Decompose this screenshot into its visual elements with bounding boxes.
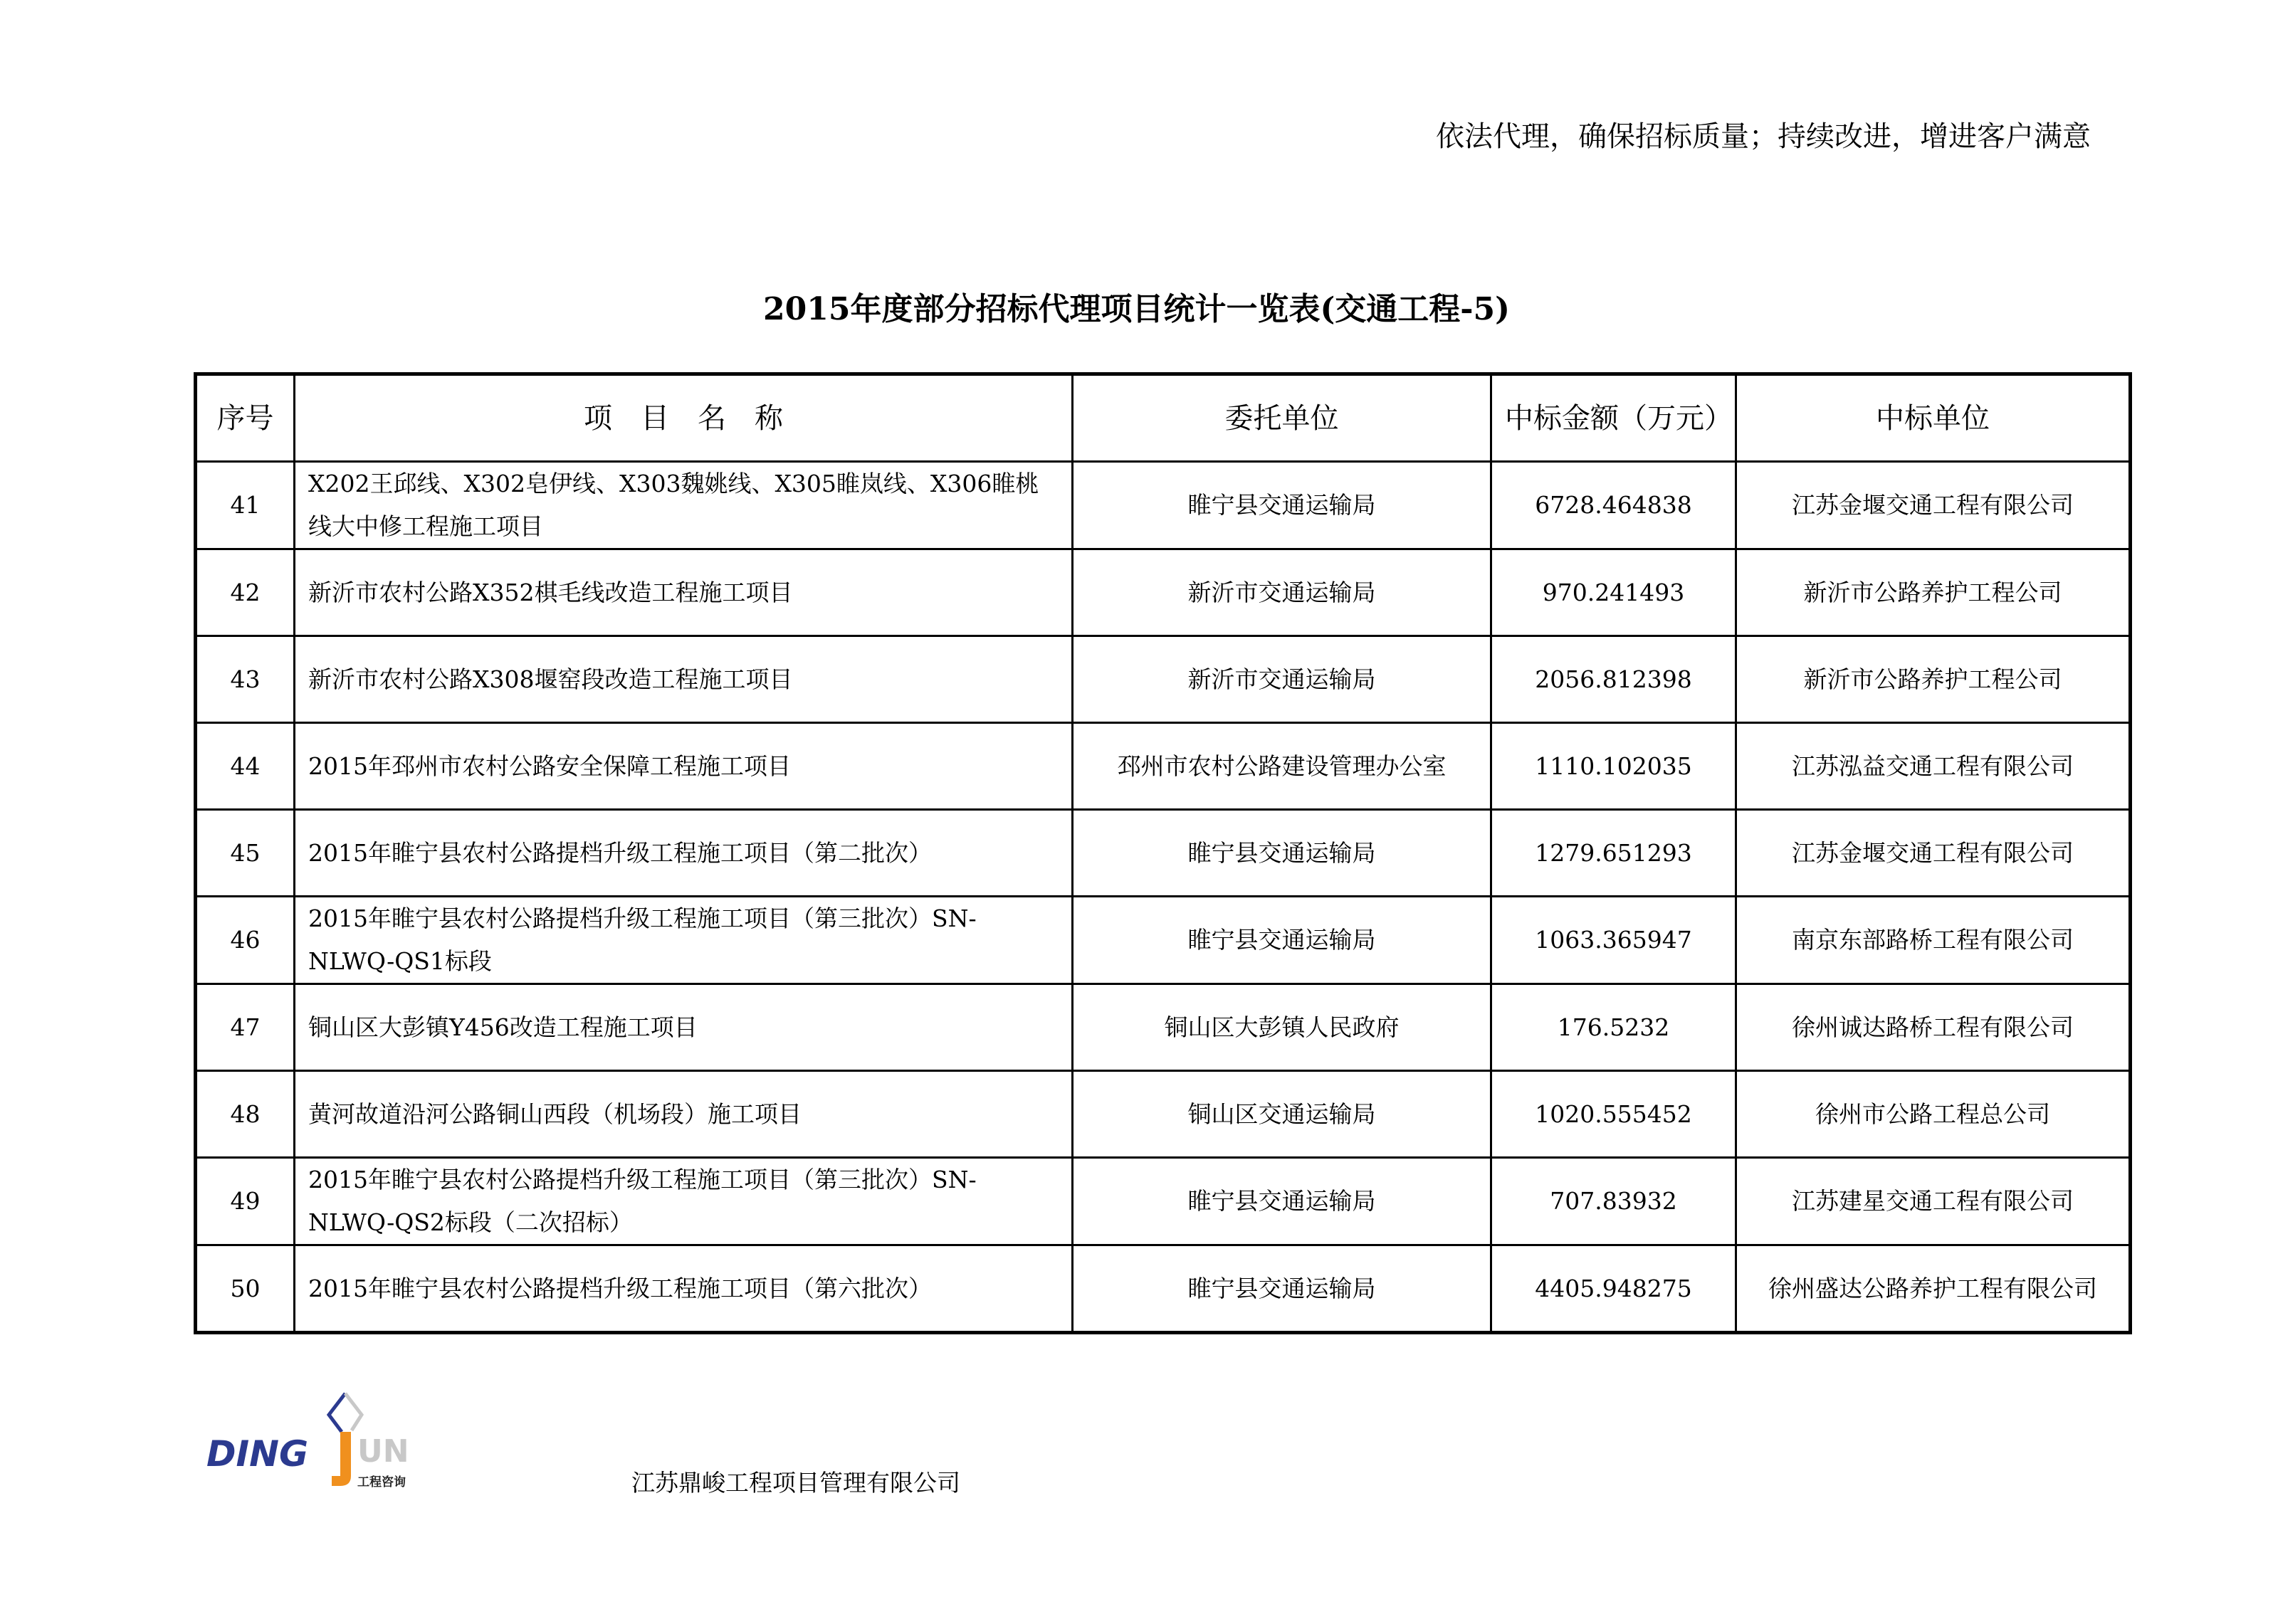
client-unit: 睢宁县交通运输局: [1073, 897, 1491, 984]
table-row: [196, 1158, 2131, 1245]
row-number: 45: [196, 810, 295, 897]
footer-company: 江苏鼎峻工程项目管理有限公司: [631, 1469, 960, 1497]
table-row: [196, 462, 2131, 549]
table-row: [196, 636, 2131, 723]
bid-amount: 1063.365947: [1491, 897, 1736, 984]
bid-amount: 1020.555452: [1491, 1071, 1736, 1158]
header-slogan: 依法代理，确保招标质量；持续改进，增进客户满意: [1436, 120, 2091, 153]
project-name: 2015年睢宁县农村公路提档升级工程施工项目（第三批次）SN-NLWQ-QS1标段: [295, 897, 1073, 984]
bid-amount: 1279.651293: [1491, 810, 1736, 897]
client-unit: 睢宁县交通运输局: [1073, 810, 1491, 897]
row-number: 43: [196, 636, 295, 723]
svg-text:UN: UN: [357, 1433, 409, 1470]
bid-amount: 2056.812398: [1491, 636, 1736, 723]
winning-unit: 江苏泓益交通工程有限公司: [1736, 723, 2131, 810]
client-unit: 铜山区交通运输局: [1073, 1071, 1491, 1158]
winning-unit: 江苏建星交通工程有限公司: [1736, 1158, 2131, 1245]
winning-unit: 徐州诚达路桥工程有限公司: [1736, 984, 2131, 1071]
col-header-winner: 中标单位: [1736, 374, 2131, 462]
table-header-row: [196, 374, 2131, 462]
project-name: 新沂市农村公路X352棋毛线改造工程施工项目: [295, 549, 1073, 636]
bid-amount: 6728.464838: [1491, 462, 1736, 549]
bid-amount: 970.241493: [1491, 549, 1736, 636]
table-row: [196, 723, 2131, 810]
project-name: 2015年邳州市农村公路安全保障工程施工项目: [295, 723, 1073, 810]
client-unit: 铜山区大彭镇人民政府: [1073, 984, 1491, 1071]
bid-amount: 4405.948275: [1491, 1245, 1736, 1333]
winning-unit: 南京东部路桥工程有限公司: [1736, 897, 2131, 984]
page-title: 2015年度部分招标代理项目统计一览表(交通工程-5): [763, 291, 1510, 327]
company-logo: [206, 1388, 441, 1494]
winning-unit: 徐州盛达公路养护工程有限公司: [1736, 1245, 2131, 1333]
table-row: [196, 1071, 2131, 1158]
bid-amount: 1110.102035: [1491, 723, 1736, 810]
bid-amount: 176.5232: [1491, 984, 1736, 1071]
col-header-name: 项 目 名 称: [295, 374, 1073, 462]
svg-text:DING: DING: [206, 1433, 308, 1475]
row-number: 46: [196, 897, 295, 984]
bid-amount: 707.83932: [1491, 1158, 1736, 1245]
row-number: 50: [196, 1245, 295, 1333]
winning-unit: 江苏金堰交通工程有限公司: [1736, 462, 2131, 549]
table-row: [196, 549, 2131, 636]
svg-text:工程咨询: 工程咨询: [357, 1475, 406, 1489]
project-table: [194, 372, 2132, 1334]
project-name: 2015年睢宁县农村公路提档升级工程施工项目（第六批次）: [295, 1245, 1073, 1333]
row-number: 48: [196, 1071, 295, 1158]
winning-unit: 新沂市公路养护工程公司: [1736, 549, 2131, 636]
col-header-amount: 中标金额（万元）: [1491, 374, 1736, 462]
project-name: 2015年睢宁县农村公路提档升级工程施工项目（第二批次）: [295, 810, 1073, 897]
winning-unit: 徐州市公路工程总公司: [1736, 1071, 2131, 1158]
table-row: [196, 810, 2131, 897]
col-header-no: 序号: [196, 374, 295, 462]
winning-unit: 江苏金堰交通工程有限公司: [1736, 810, 2131, 897]
client-unit: 邳州市农村公路建设管理办公室: [1073, 723, 1491, 810]
row-number: 47: [196, 984, 295, 1071]
col-header-client: 委托单位: [1073, 374, 1491, 462]
winning-unit: 新沂市公路养护工程公司: [1736, 636, 2131, 723]
table-row: [196, 984, 2131, 1071]
client-unit: 睢宁县交通运输局: [1073, 462, 1491, 549]
project-name: 2015年睢宁县农村公路提档升级工程施工项目（第三批次）SN-NLWQ-QS2标段（二次招标）: [295, 1158, 1073, 1245]
row-number: 44: [196, 723, 295, 810]
table-row: [196, 897, 2131, 984]
row-number: 41: [196, 462, 295, 549]
client-unit: 新沂市交通运输局: [1073, 549, 1491, 636]
client-unit: 新沂市交通运输局: [1073, 636, 1491, 723]
project-name: X202王邱线、X302皂伊线、X303魏姚线、X305睢岚线、X306睢桃线大中修工程施工项目: [295, 462, 1073, 549]
row-number: 49: [196, 1158, 295, 1245]
client-unit: 睢宁县交通运输局: [1073, 1158, 1491, 1245]
project-name: 新沂市农村公路X308堰窑段改造工程施工项目: [295, 636, 1073, 723]
client-unit: 睢宁县交通运输局: [1073, 1245, 1491, 1333]
table-row: [196, 1245, 2131, 1333]
project-name: 铜山区大彭镇Y456改造工程施工项目: [295, 984, 1073, 1071]
row-number: 42: [196, 549, 295, 636]
project-name: 黄河故道沿河公路铜山西段（机场段）施工项目: [295, 1071, 1073, 1158]
